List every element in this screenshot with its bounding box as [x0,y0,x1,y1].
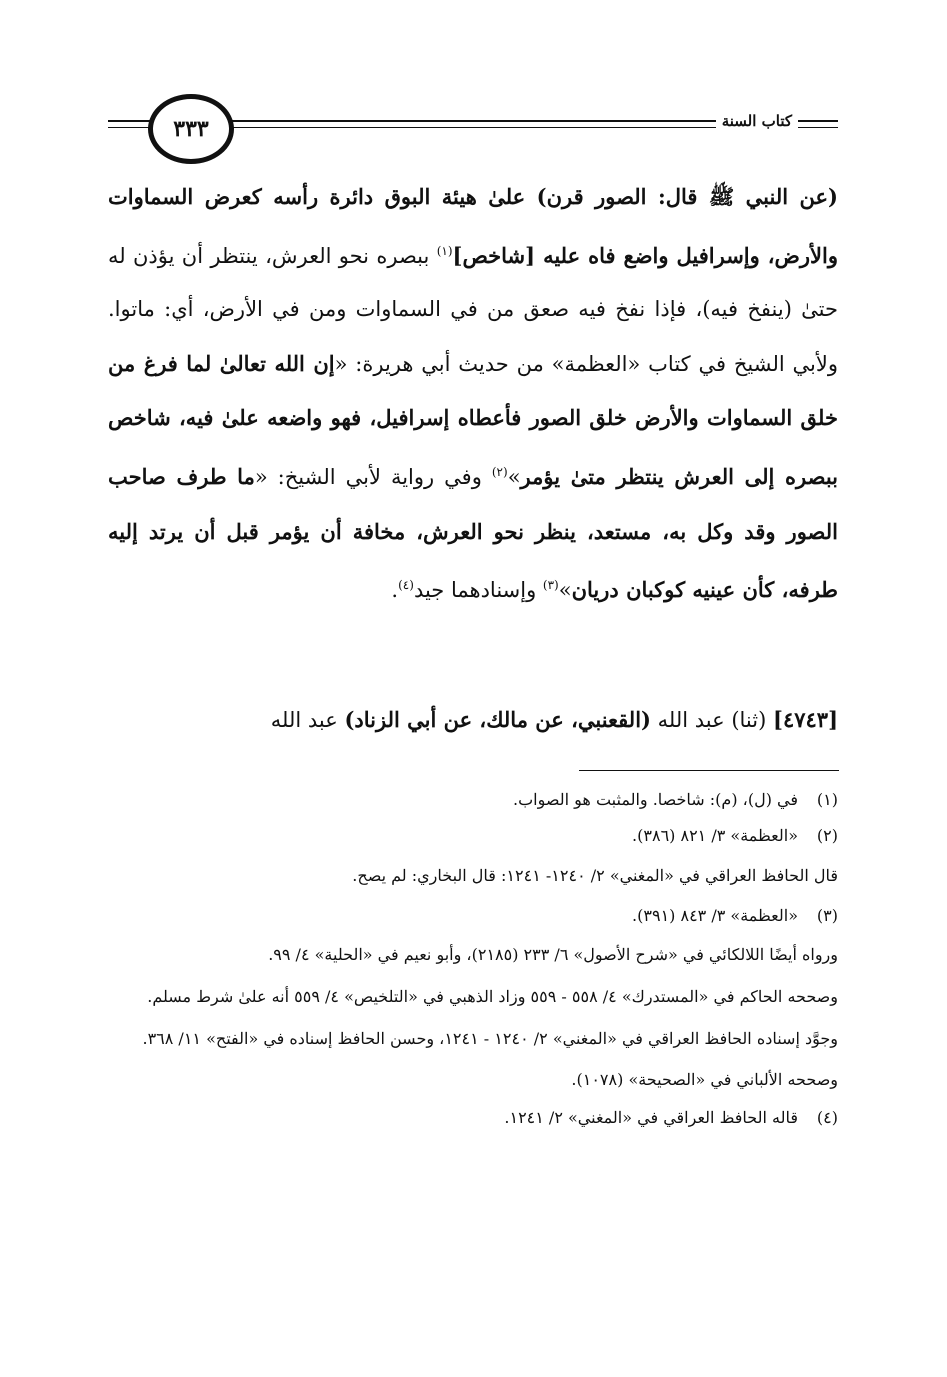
footnote [108,898,838,934]
footnote-divider [579,770,839,771]
hadith-quote: إن الله تعالىٰ لما فرغ من خلق السماوات والأرض خلق الصور فأعطاه إسرافيل، فهو واضعه علىٰ فيه، شاخص ببصره إلى العرش ينتظر متىٰ يؤمر [108,350,838,489]
footnote-text: قاله الحافظ العراقي في «المغني» ٢/ ١٢٤١. [504,1108,798,1127]
footnote [108,818,838,854]
hadith-number: [٤٧٤٣] [773,707,838,732]
footnote [108,782,838,818]
narrator-chain: (القعنبي، عن مالك، عن أبي الزناد) [344,707,651,732]
text-segment: . [391,578,399,603]
text-segment: وفي رواية لأبي الشيخ: « [254,464,492,489]
text-segment: » [558,578,572,603]
footnotes [108,782,838,1136]
footnote-number: (١) [816,790,838,809]
text-segment: ببصره نحو العرش، ينتظر أن يؤذن له حتىٰ (ينفخ فيه)، فإذا نفخ فيه صعق من في السماوات ومن في الأرض، أي: ماتوا. ولأبي الشيخ في كتاب «العظمة» من حديث أبي هريرة: « [108,243,838,376]
footnote-ref[interactable]: (٤) [398,578,414,593]
text-segment: (ثنا) عبد الله [650,708,773,732]
footnote-ref[interactable]: (٢) [491,464,508,479]
footnote-continuation: وصححه الألباني في «الصحيحة» (١٠٧٨). [571,1070,838,1089]
text-segment: » [507,464,521,489]
page-header [108,94,838,166]
footnote-ref[interactable]: (١) [436,243,453,258]
footnote-continuation: قال الحافظ العراقي في «المغني» ٢/ ١٢٤٠- ١٢٤١: قال البخاري: لم يصح. [352,866,838,885]
hadith-quote: ما طرف صاحب الصور وقد وكل به، مستعد، ينظر نحو العرش، مخافة أن يؤمر قبل أن يرتد إليه طرفه، كأن عينيه كوكبان دريان [108,463,838,603]
text-segment: وإسنادهما جيد [413,578,543,603]
footnote-text: في (ل)، (م): شاخصا. والمثبت هو الصواب. [513,790,798,809]
footnote-continuation: ورواه أيضًا اللالكائي في «شرح الأصول» ٦/ ٢٣٣ (٢١٨٥)، وأبو نعيم في «الحلية» ٤/ ٩٩. [268,945,838,964]
footnote-number: (٤) [816,1108,838,1127]
page-number: ٣٣٣ [148,94,234,164]
footnote-continuation: وجوَّد إسناده الحافظ العراقي في «المغني» ٢/ ١٢٤٠ - ١٢٤١، وحسن الحافظ إسناده في «الفتح» ١١/ ٣٦٨. [142,1029,838,1048]
footnote [108,1100,838,1136]
text-segment: عبد الله [270,708,345,732]
footnote-continuation: وصححه الحاكم في «المستدرك» ٤/ ٥٥٨ - ٥٥٩ وزاد الذهبي في «التلخيص» ٤/ ٥٥٩ أنه علىٰ شرط مسلم. [147,987,838,1006]
text-segment: (عن النبي ﷺ قال: الصور قرن) علىٰ هيئة البوق دائرة رأسه كعرض السماوات والأرض، وإسرافيل واضع فاه عليه [شاخص] [108,184,838,268]
footnote-text: «العظمة» ٣/ ٨٢١ (٣٨٦). [632,826,798,845]
footnote-text: «العظمة» ٣/ ٨٤٣ (٣٩١). [632,906,798,925]
footnote-number: (٢) [816,826,838,845]
book-title: كتاب السنة [716,112,798,130]
footnote-number: (٣) [816,906,838,925]
main-text [108,170,838,618]
hadith-chain [108,700,838,740]
footnote-ref[interactable]: (٣) [542,578,559,593]
